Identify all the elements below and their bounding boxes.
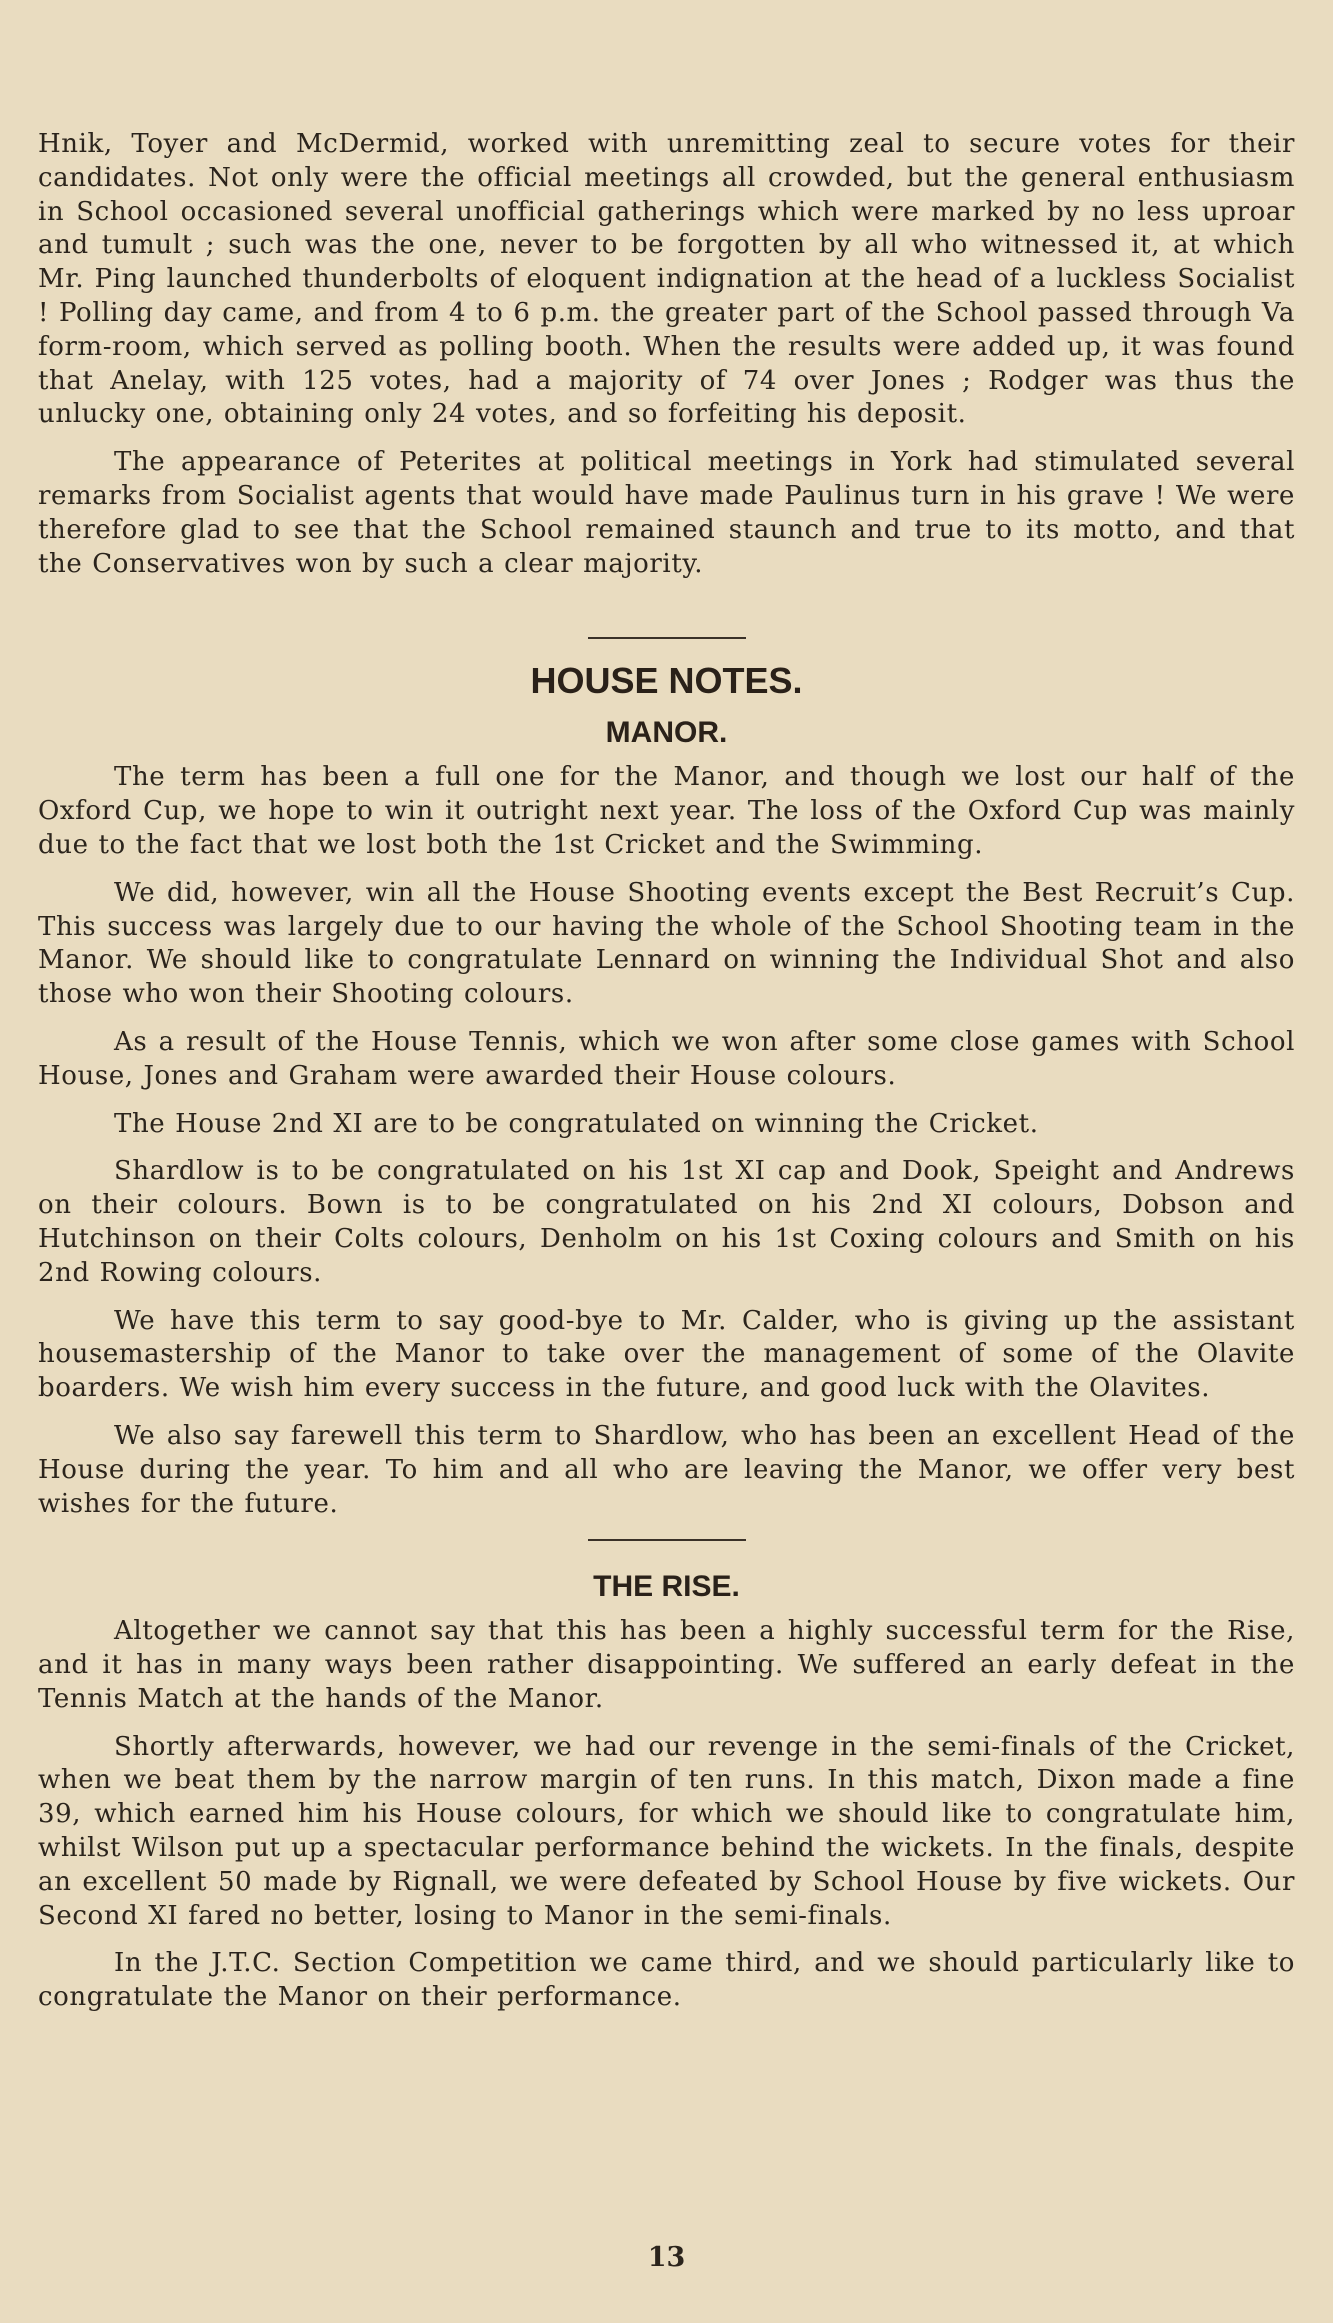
paragraph: As a result of the House Tennis, which we won after some close games with School House, Jones and Graham were awarded their House colours.: [38, 1026, 1295, 1091]
rise-heading: THE RISE.: [593, 1570, 740, 1604]
paragraph: Shardlow is to be congratulated on his 1st XI cap and Dook, Speight and Andrews on their colours. Bown is to be congratulated on his 2nd XI colours, Dobson and Hutchinson on their Colts colours, Denholm on his 1st Coxing colours and Smith on his 2nd Rowing colours.: [38, 1156, 1295, 1288]
paragraph: In the J.T.C. Section Competition we came third, and we should particularly like to congratulate the Manor on their performance.: [38, 1948, 1295, 2013]
paragraph: We did, however, win all the House Shooting events except the Best Recruit’s Cup. This success was largely due to our having the whole of the School Shooting team in the Manor. We should like to congratulate Lennard on winning the Individual Shot and also those who won their Shooting colours.: [38, 877, 1295, 1010]
paragraph: The House 2nd XI are to be congratulated on winning the Cricket.: [114, 1108, 1039, 1139]
paragraph: Shortly afterwards, however, we had our revenge in the semi-finals of the Cricket, when we beat them by the narrow margin of ten runs. In this match, Dixon made a fine 39, which earned him his House colours, for which we should like to congratulate him, whilst Wilson put up a spectacular performance behind the wickets. In the finals, despite an excellent 50 made by Rignall, we were defeated by School House by five wickets. Our Second XI fared no better, losing to Manor in the semi-finals.: [38, 1731, 1295, 1931]
house-notes-heading: HOUSE NOTES.: [530, 660, 803, 702]
paragraph: Hnik, Toyer and McDermid, worked with unremitting zeal to secure votes for their candidates. Not only were the official meetings all crowded, but the general enthusiasm in School occasioned several unofficial gatherings which were marked by no less uproar and tumult ; such was the one, never to be forgotten by all who witnessed it, at which Mr. Ping launched thunderbolts of eloquent indignation at the head of a luckless Socialist ! Polling day came, and from 4 to 6 p.m. the greater part of the School passed through Va form-room, which served as polling booth. When the results were added up, it was found that Anelay, with 125 votes, had a majority of 74 over Jones ; Rodger was thus the unlucky one, obtaining only 24 votes, and so forfeiting his deposit.: [38, 129, 1295, 430]
manor-section: [38, 713, 1295, 1521]
paragraph: The appearance of Peterites at political meetings in York had stimulated several remarks from Socialist agents that would have made Paulinus turn in his grave ! We were therefore glad to see that the School remained staunch and true to its motto, and that the Conservatives won by such a clear majority.: [38, 447, 1295, 579]
page-body: [38, 128, 1295, 2015]
rise-section: [38, 1567, 1295, 2015]
paragraph: We have this term to say good-bye to Mr. Calder, who is giving up the assistant housemastership of the Manor to take over the management of some of the Olavite boarders. We wish him every success in the future, and good luck with the Olavites.: [38, 1305, 1295, 1404]
manor-heading: MANOR.: [605, 716, 728, 750]
paragraph: Altogether we cannot say that this has been a highly successful term for the Rise, and it has in many ways been rather disappointing. We suffered an early defeat in the Tennis Match at the hands of the Manor.: [38, 1616, 1295, 1714]
intro-section: [38, 128, 1295, 581]
paragraph: We also say farewell this term to Shardlow, who has been an excellent Head of the House during the year. To him and all who are leaving the Manor, we offer very best wishes for the future.: [38, 1420, 1295, 1519]
page-number: 13: [647, 2242, 686, 2273]
paragraph: The term has been a full one for the Manor, and though we lost our half of the Oxford Cup, we hope to win it outright next year. The loss of the Oxford Cup was mainly due to the fact that we lost both the 1st Cricket and the Swimming.: [38, 762, 1295, 860]
